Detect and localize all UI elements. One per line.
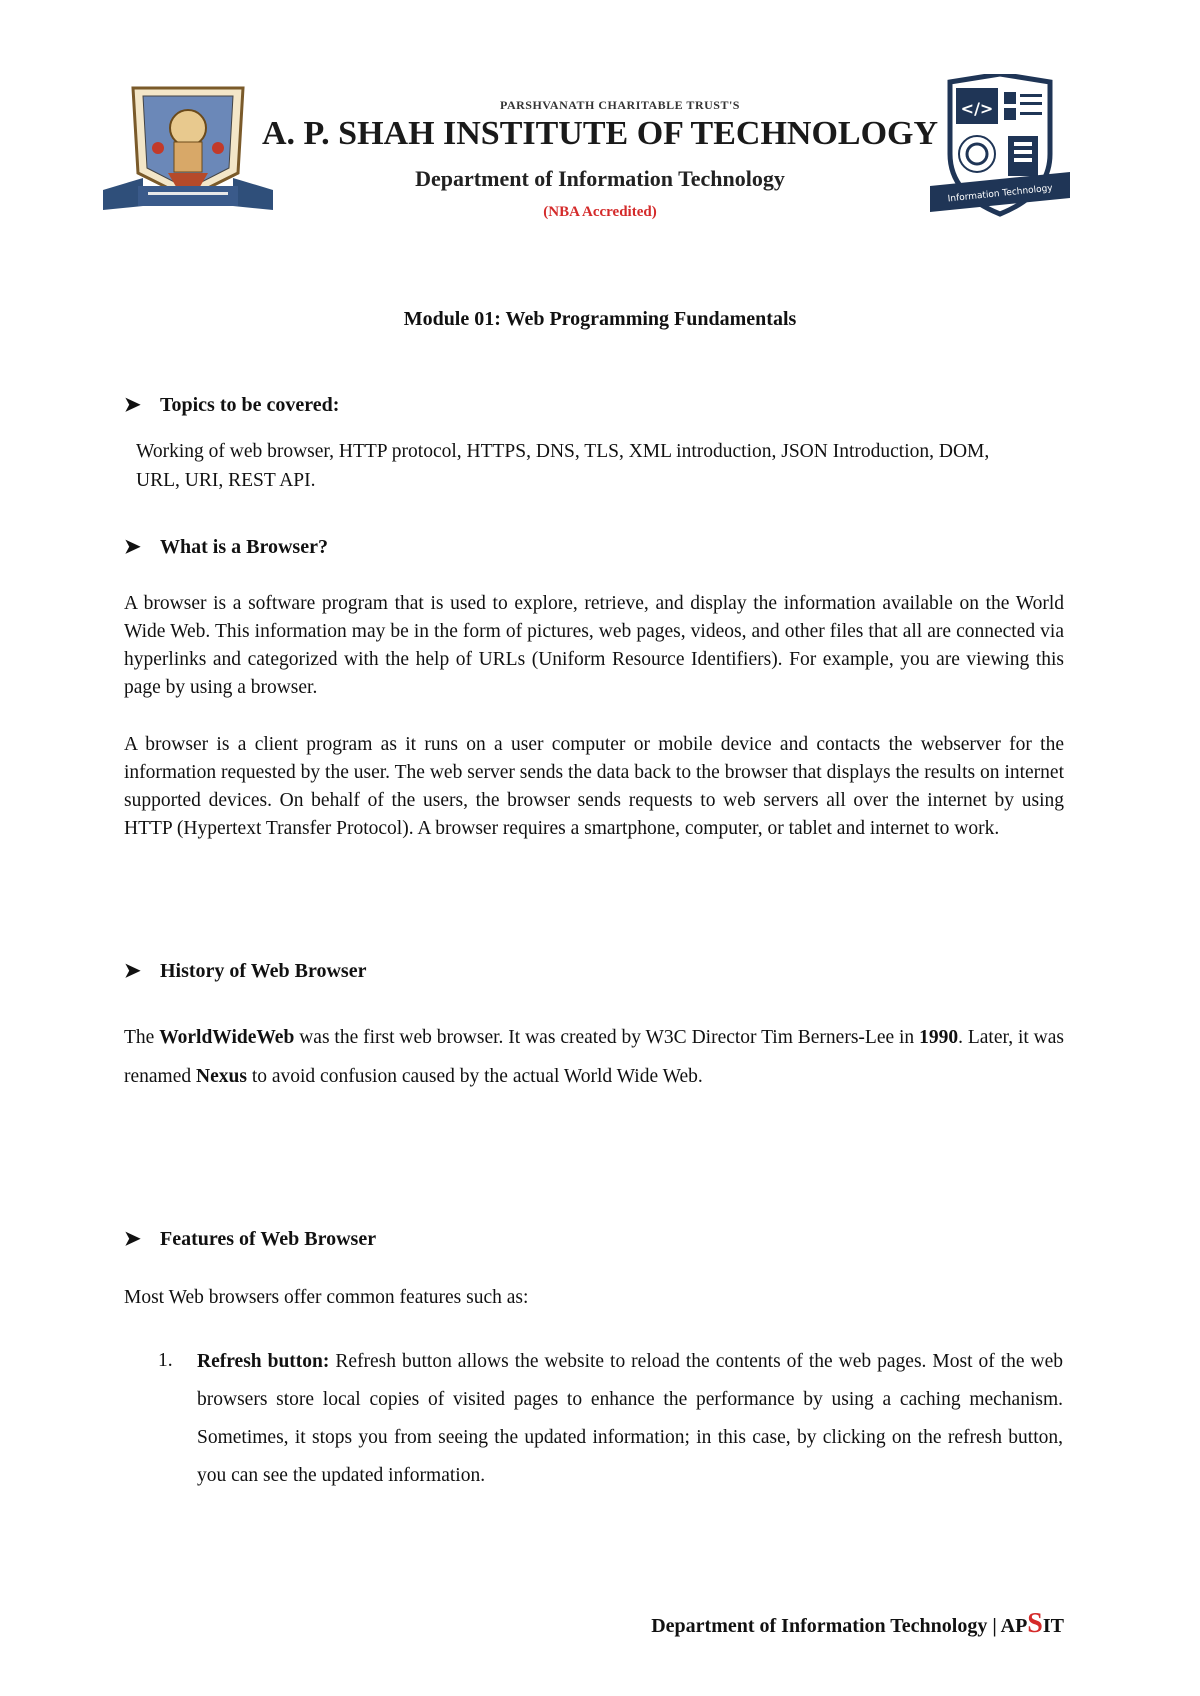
list-item-number: 1. [158,1350,173,1371]
arrow-bullet-icon: ➤ [124,1228,141,1250]
history-bold-browser: WorldWideWeb [159,1027,295,1048]
list-item [197,1343,1063,1495]
topics-text: Working of web browser, HTTP protocol, HTTPS, DNS, TLS, XML introduction, JSON Introduction, DOM, URL, URI, REST API. [136,441,990,491]
it-department-logo [930,74,1070,222]
accreditation-label: (NBA Accredited) [543,204,657,220]
history-text-3: . Later, it was renamed [124,1027,1065,1087]
page-title: Module 01: Web Programming Fundamentals [403,308,797,330]
browser-paragraph-1: A browser is a software program that is used to explore, retrieve, and display the information available on the World Wide Web. This information may be in the form of pictures, web pages, videos, and other files that all are connected via hyperlinks and categorized with the help of URLs (Uniform Resource Identifiers). For example, you are viewing this page by using a browser. [124,593,1064,698]
browser-heading-label: What is a Browser? [160,536,328,558]
footer [651,1608,1064,1640]
history-text-2: was the first web browser. It was created by W3C Director Tim Berners-Lee in [294,1027,920,1048]
code-glyph: </> [960,99,994,118]
department-name: Department of Information Technology [415,166,785,191]
history-text-1: The [124,1027,160,1048]
browser-paragraph-2: A browser is a client program as it runs on a user computer or mobile device and contacts the webserver for the information requested by the user. The web server sends the data back to the browser that displays the results on internet supported devices. On behalf of the users, the browser sends requests to web servers all over the internet by using HTTP (Hypertext Transfer Protocol). A browser requires a smartphone, computer, or tablet and internet to work. [124,734,1064,839]
list-item-title: Refresh button: [197,1351,330,1372]
history-paragraph [124,1018,1064,1096]
arrow-bullet-icon: ➤ [124,394,141,416]
features-heading [124,1226,376,1251]
arrow-bullet-icon: ➤ [124,960,141,982]
history-heading [124,958,366,983]
history-text-4: to avoid confusion caused by the actual World Wide Web. [246,1066,703,1087]
arrow-bullet-icon: ➤ [124,536,141,558]
trust-name: PARSHVANATH CHARITABLE TRUST'S [500,98,740,112]
logo-banner-text: Information Technology [947,183,1054,205]
features-heading-label: Features of Web Browser [160,1228,377,1250]
history-bold-nexus: Nexus [196,1066,247,1087]
footer-s: S [1027,1608,1043,1639]
features-intro: Most Web browsers offer common features such as: [124,1287,529,1308]
topics-heading [124,392,339,417]
footer-dept: Department of Information Technology | AP [651,1615,1028,1637]
list-item-text: Refresh button allows the website to reload the contents of the web pages. Most of the web browsers store local copies of visited pages to enhance the performance by using a caching mechanism. Sometimes, it stops you from seeing the updated information; in this case, by clicking on the refresh button, you can see the updated information. [197,1351,1064,1486]
history-heading-label: History of Web Browser [160,960,367,982]
footer-it: IT [1042,1615,1064,1637]
institute-name: A. P. SHAH INSTITUTE OF TECHNOLOGY [261,115,939,152]
topics-heading-label: Topics to be covered: [160,394,340,416]
history-bold-year: 1990 [919,1027,959,1048]
browser-heading [124,534,328,559]
